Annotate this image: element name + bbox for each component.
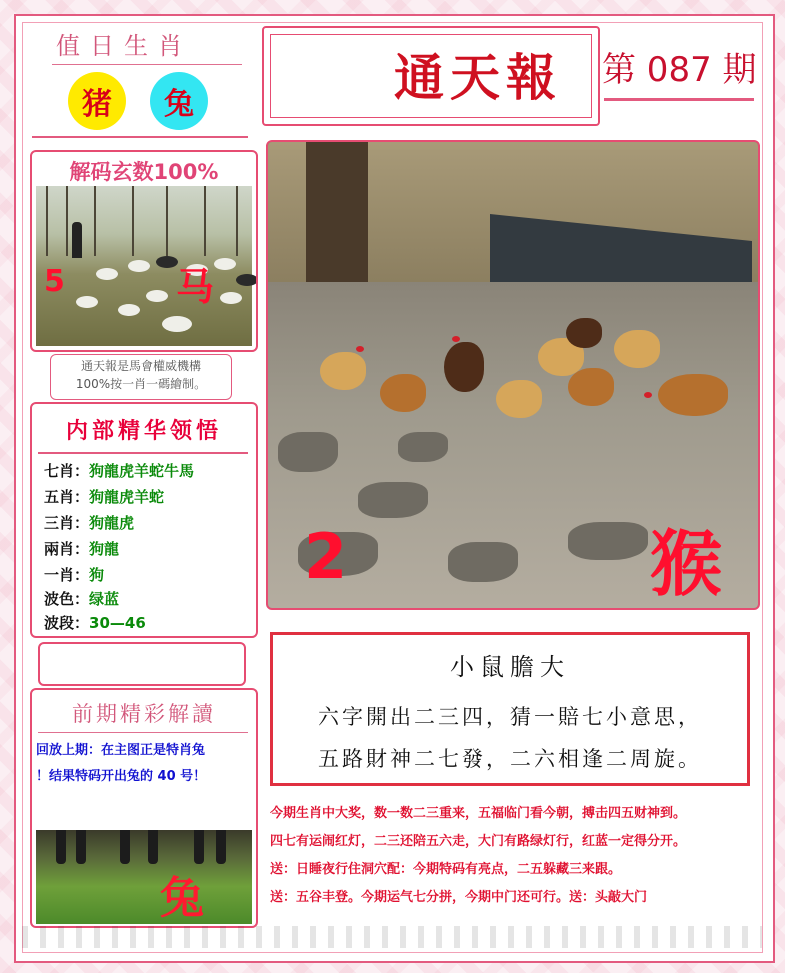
- prediction-notes: [270, 800, 760, 912]
- tip-key: 七肖：: [44, 462, 90, 480]
- tip-row: [44, 486, 164, 507]
- poem-panel: [270, 632, 750, 786]
- tip-value: 30—46: [89, 614, 146, 632]
- chicken: [496, 380, 542, 418]
- chicken: [380, 374, 426, 412]
- tip-key: 兩肖：: [44, 540, 90, 558]
- divider: [38, 452, 248, 454]
- sheep: [76, 296, 98, 308]
- tip-row: [44, 564, 104, 585]
- poem-line: 五路財神二七發，二六相逢二周旋。: [318, 747, 702, 771]
- sheep: [146, 290, 168, 302]
- decode-number: 5: [44, 264, 65, 299]
- leg: [76, 830, 86, 864]
- zodiac-pig-badge: 猪: [68, 72, 126, 130]
- previous-review-text: [36, 738, 252, 790]
- stone: [448, 542, 518, 582]
- sheep: [128, 260, 150, 272]
- tree: [204, 186, 206, 256]
- tip-row: [44, 460, 194, 481]
- stone: [278, 432, 338, 472]
- previous-review-title: 前期精彩解讀: [72, 702, 216, 726]
- decode-title: 解码玄数100%: [69, 160, 219, 184]
- sheep: [236, 274, 258, 286]
- tip-key: 三肖：: [44, 514, 90, 532]
- chicken: [568, 368, 614, 406]
- leg: [194, 830, 204, 864]
- leg: [56, 830, 66, 864]
- bottom-strip: [22, 926, 762, 948]
- tip-value: 狗龍: [89, 540, 120, 558]
- authority-note: [50, 354, 232, 400]
- previous-review-panel: [30, 688, 258, 928]
- tip-key: 波段：: [44, 614, 90, 632]
- zodiac-of-day-label: 值日生肖: [56, 32, 192, 60]
- internal-tips-title: 内部精华领悟: [65, 419, 222, 444]
- door: [306, 142, 368, 282]
- blank-panel: [38, 642, 246, 686]
- previous-review-line: 回放上期：在主图正是特肖兔: [36, 743, 206, 758]
- tree: [66, 186, 68, 256]
- divider: [32, 136, 248, 138]
- tree: [236, 186, 238, 256]
- chicken-comb: [452, 336, 460, 342]
- note-line: 今期生肖中大奖，数一数二三重来，五福临门看今朝，搏击四五财神到。: [270, 806, 687, 821]
- stone: [568, 522, 648, 560]
- authority-note-line: 通天報是馬會權威機構: [80, 359, 201, 373]
- chicken: [320, 352, 366, 390]
- sheep: [220, 292, 242, 304]
- photo-zodiac: 猴: [650, 522, 723, 606]
- chicken: [658, 374, 728, 416]
- stone: [398, 432, 448, 462]
- chicken: [566, 318, 602, 348]
- chicken-comb: [356, 346, 364, 352]
- chicken: [444, 342, 484, 392]
- note-line: 四七有运闹红灯，二三还陪五六走，大门有路绿灯行，红蓝一定得分开。: [270, 834, 687, 849]
- shepherd-figure: [72, 222, 82, 258]
- tip-row: [44, 512, 134, 533]
- sheep-field-image: [36, 186, 252, 346]
- chicken-comb: [644, 392, 652, 398]
- leg: [120, 830, 130, 864]
- tip-row: [44, 588, 119, 609]
- tip-key: 五肖：: [44, 488, 90, 506]
- chickens-photo: [266, 140, 760, 610]
- poem-title: 小鼠膽大: [450, 653, 570, 681]
- tree: [94, 186, 96, 256]
- divider: [38, 732, 248, 733]
- leg: [148, 830, 158, 864]
- issue-number: 第 087 期: [602, 50, 757, 90]
- tip-value: 狗龍虎羊蛇牛馬: [89, 462, 195, 480]
- tree: [46, 186, 48, 256]
- sheep: [214, 258, 236, 270]
- rabbit-scene-image: [36, 830, 252, 924]
- previous-zodiac: 兔: [160, 873, 204, 924]
- tree: [132, 186, 134, 256]
- tip-value: 狗: [89, 566, 105, 584]
- authority-note-line: 100%按一肖一碼繪制。: [75, 377, 207, 391]
- note-line: 送：日睡夜行住洞穴配：今期特码有亮点，二五躲藏三来跟。: [270, 862, 622, 877]
- divider: [52, 64, 242, 65]
- poem-line: 六字開出二三四，猜一賠七小意思，: [318, 705, 702, 729]
- sheep: [162, 316, 192, 332]
- divider: [604, 98, 754, 101]
- paper-title: 通天報: [394, 48, 562, 107]
- tip-value: 狗龍虎羊蛇: [89, 488, 165, 506]
- decode-zodiac: 马: [176, 265, 215, 309]
- stone: [358, 482, 428, 518]
- previous-review-line: ！结果特码开出兔的 40 号！: [36, 769, 207, 784]
- sheep: [118, 304, 140, 316]
- tip-row: [44, 612, 146, 633]
- tip-row: [44, 538, 119, 559]
- chicken: [614, 330, 660, 368]
- photo-number: 2: [304, 520, 348, 593]
- tip-value: 狗龍虎: [89, 514, 135, 532]
- sheep: [156, 256, 178, 268]
- masthead: [262, 26, 600, 126]
- tree: [166, 186, 168, 256]
- sheep: [96, 268, 118, 280]
- note-line: 送：五谷丰登。今期运气七分拼，今期中门还可行。送：头敲大门: [270, 890, 648, 905]
- internal-tips-panel: [30, 402, 258, 638]
- decode-panel: [30, 150, 258, 352]
- zodiac-rabbit-badge: 兔: [150, 72, 208, 130]
- leg: [216, 830, 226, 864]
- tip-value: 绿蓝: [89, 590, 120, 608]
- tip-key: 波色：: [44, 590, 90, 608]
- tip-key: 一肖：: [44, 566, 90, 584]
